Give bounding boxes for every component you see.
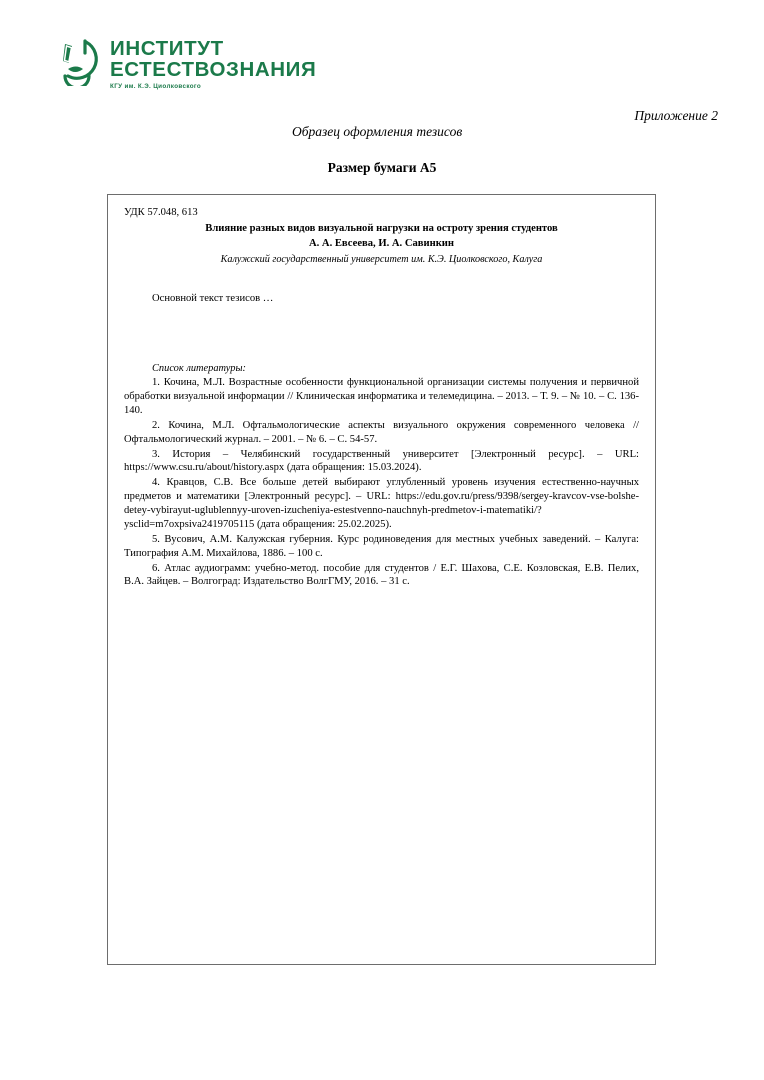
paper-size-heading: Размер бумаги А5 bbox=[327, 160, 437, 175]
reference-item: 3. История – Челябинский государственный университет [Электронный ресурс]. – URL: https://www.csu.ru/about/history.aspx (дата обращения: 15.03.2024). bbox=[124, 448, 639, 474]
appendix-label: Приложение 2 bbox=[634, 108, 718, 123]
thesis-authors: А. А. Евсеева, И. А. Савинкин bbox=[308, 237, 455, 249]
udk-code: УДК 57.048, 613 bbox=[124, 207, 198, 218]
reference-item: 5. Вусович, А.М. Калужская губерния. Курс родиноведения для местных учебных заведений. – Калуга: Типография А.М. Михайлова, 1886. – 100 с. bbox=[124, 533, 639, 559]
references-heading: Список литературы: bbox=[152, 362, 246, 374]
institute-logo bbox=[56, 36, 316, 90]
thesis-body-placeholder: Основной текст тезисов … bbox=[152, 292, 274, 304]
logo-line-2: ЕСТЕСТВОЗНАНИЯ bbox=[110, 58, 317, 81]
institute-emblem-icon bbox=[56, 36, 100, 86]
sample-page-box bbox=[107, 194, 656, 965]
reference-item: 6. Атлас аудиограмм: учебно-метод. пособие для студентов / Е.Г. Шахова, С.Е. Козловская, Е.В. Пелих, В.А. Зайцев. – Волгоград: Издательство ВолгГМУ, 2016. – 31 с. bbox=[124, 562, 639, 588]
reference-item: 2. Кочина, М.Л. Офтальмологические аспекты визуального окружения современного человека // Офтальмологический журнал. – 2001. – № 6. – С. 54-57. bbox=[124, 419, 639, 445]
reference-item: 4. Кравцов, С.В. Все больше детей выбирают углубленный уровень изучения естественно-научных предметов и математики [Электронный ресурс]. – URL: https://edu.gov.ru/press/9398/sergey-kravcov-vse-bolshe-detey-vybirayut-uglublennyy-uroven-izucheniya-estestvenno-nauchnyh-predmetov-i-matematiki/?ysclid=m7oxpsiva2419705115 (дата обращения: 25.02.2025). bbox=[124, 477, 639, 530]
thesis-affiliation: Калужский государственный университет им. К.Э. Циолковского, Калуга bbox=[220, 253, 543, 265]
thesis-title: Влияние разных видов визуальной нагрузки на остроту зрения студентов bbox=[205, 222, 558, 234]
logo-subtitle: КГУ им. К.Э. Циолковского bbox=[110, 83, 202, 90]
logo-line-1: ИНСТИТУТ bbox=[110, 37, 224, 60]
sample-page-content bbox=[108, 195, 655, 589]
sample-caption: Образец оформления тезисов bbox=[292, 124, 463, 139]
reference-item: 1. Кочина, М.Л. Возрастные особенности функциональной организации системы получения и первичной обработки визуальной информации // Клиническая информатика и телемедицина. – 2013. – Т. 9. – № 10. – С. 136-140. bbox=[124, 377, 639, 416]
